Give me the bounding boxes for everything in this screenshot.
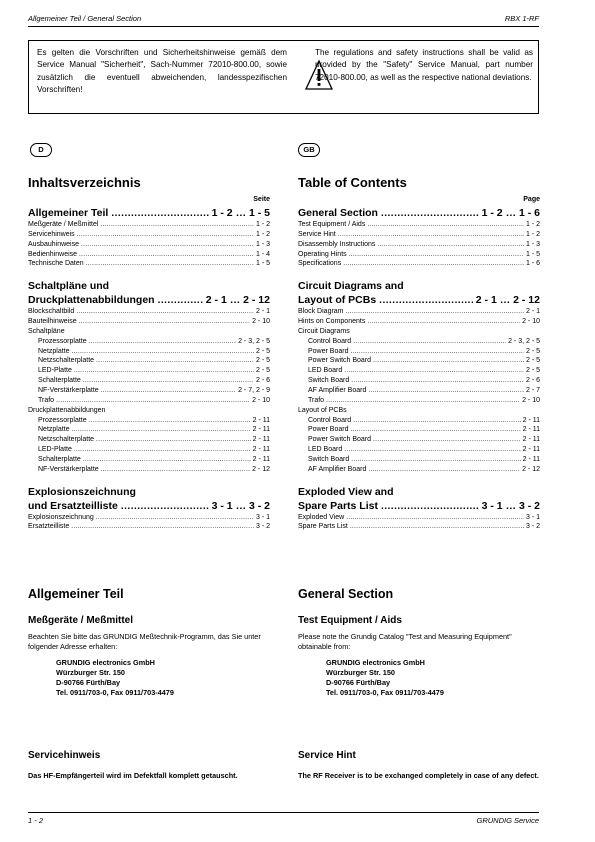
toc-entry: Service Hint ..... 1 - 2: [298, 230, 540, 240]
toc-entry: NF-Verstärkerplatte ..... 2 - 12: [28, 465, 270, 475]
section-heading: und Ersatzteilliste ..... 3 - 1 … 3 - 2: [28, 500, 270, 512]
subsection-title: Test Equipment / Aids: [298, 615, 402, 626]
toc-entry: Power Board ..... 2 - 5: [298, 347, 540, 357]
toc-entry: Meßgeräte / Meßmittel ..... 1 - 2: [28, 220, 270, 230]
toc-entry: Specifications ..... 1 - 6: [298, 259, 540, 269]
toc-entry: AF Amplifier Board ..... 2 - 12: [298, 465, 540, 475]
body-text: Das HF-Empfängerteil wird im Defektfall komplett getauscht.: [28, 771, 238, 780]
toc-entry: Netzschalterplatte ..... 2 - 11: [28, 435, 270, 445]
toc-entry: Schaltpläne: [28, 327, 65, 335]
toc-entry: Netzplatte ..... 2 - 11: [28, 425, 270, 435]
toc-entry: Power Board ..... 2 - 11: [298, 425, 540, 435]
warning-text-en: The regulations and safety instructions shall be valid as provided by the "Safety" Service Manual, part number 72010-800.00, as well as the respective national deviations.: [315, 48, 533, 82]
address-block: GRUNDIG electronics GmbH Würzburger Str. 150 D-90766 Fürth/Bay Tel. 0911/703-0, Fax 0911/703-4479: [56, 658, 174, 697]
safety-warning-box: [28, 40, 539, 114]
general-section-gb: [298, 587, 540, 698]
body-text: Please note the Grundig Catalog "Test and Measuring Equipment" obtainable from:: [298, 632, 512, 651]
toc-list: [298, 220, 540, 269]
toc-entry: LED Board ..... 2 - 5: [298, 366, 540, 376]
toc-entry: Blockschaltbild ..... 2 - 1: [28, 307, 270, 317]
toc-entry: Operating Hints ..... 1 - 5: [298, 250, 540, 260]
section-title: Allgemeiner Teil: [28, 587, 124, 601]
service-hint-gb: [298, 750, 540, 781]
toc-entry: Block Diagram ..... 2 - 1: [298, 307, 540, 317]
toc-entry: Control Board ..... 2 - 11: [298, 416, 540, 426]
toc-entry: Circuit Diagrams: [298, 327, 350, 335]
toc-entry: Switch Board ..... 2 - 6: [298, 376, 540, 386]
toc-entry: Prozessorplatte ..... 2 - 3, 2 - 5: [28, 337, 270, 347]
toc-entry: LED-Platte ..... 2 - 11: [28, 445, 270, 455]
toc-entry: Schalterplatte ..... 2 - 6: [28, 376, 270, 386]
section-heading-line1: Schaltpläne und: [28, 280, 110, 293]
toc-entry: Control Board ..... 2 - 3, 2 - 5: [298, 337, 540, 347]
toc-entry: Bedienhinweise ..... 1 - 4: [28, 250, 270, 260]
footer-right: GRUNDIG Service: [476, 816, 539, 825]
toc-entry: LED-Platte ..... 2 - 5: [28, 366, 270, 376]
section-title: General Section: [298, 587, 394, 601]
section-heading-line1: Exploded View and: [298, 485, 394, 498]
toc-entry: Servicehinweis ..... 1 - 2: [28, 230, 270, 240]
toc-entry: Hints on Components ..... 2 - 10: [298, 317, 540, 327]
toc-entry: Prozessorplatte ..... 2 - 11: [28, 416, 270, 426]
toc-list: [28, 307, 270, 474]
toc-entry: Spare Parts List ..... 3 - 2: [298, 522, 540, 532]
header-left: Allgemeiner Teil / General Section: [28, 14, 142, 23]
body-text: The RF Receiver is to be exchanged completely in case of any defect.: [298, 771, 539, 780]
general-section-de: [28, 587, 270, 698]
toc-entry: Power Switch Board ..... 2 - 5: [298, 356, 540, 366]
language-badge-gb: GB: [298, 143, 320, 157]
header-right: RBX 1-RF: [504, 14, 539, 23]
toc-entry: NF-Verstärkerplatte ..... 2 - 7, 2 - 9: [28, 386, 270, 396]
subsection-title: Servicehinweis: [28, 750, 101, 761]
section-heading: Spare Parts List ..... 3 - 1 … 3 - 2: [298, 500, 540, 512]
body-text: Beachten Sie bitte das GRUNDIG Meßtechnik-Programm, das Sie unter folgender Adresse erhalten:: [28, 632, 261, 651]
toc-entry: Ersatzteilliste ..... 3 - 2: [28, 522, 270, 532]
toc-list: [298, 307, 540, 474]
language-badge-de: D: [30, 143, 52, 157]
toc-entry: Test Equipment / Aids ..... 1 - 2: [298, 220, 540, 230]
toc-gb: [298, 175, 540, 532]
toc-entry: Ausbauhinweise ..... 1 - 3: [28, 240, 270, 250]
toc-entry: LED Board ..... 2 - 11: [298, 445, 540, 455]
section-heading: Druckplattenabbildungen ..... 2 - 1 … 2 - 12: [28, 294, 270, 306]
section-heading: Layout of PCBs ..... 2 - 1 … 2 - 12: [298, 294, 540, 306]
toc-entry: Explosionszeichnung ..... 3 - 1: [28, 513, 270, 523]
subsection-title: Meßgeräte / Meßmittel: [28, 615, 134, 626]
toc-entry: Exploded View ..... 3 - 1: [298, 513, 540, 523]
subsection-title: Service Hint: [298, 750, 356, 761]
toc-entry: Disassembly Instructions ..... 1 - 3: [298, 240, 540, 250]
toc-entry: Bauteilhinweise ..... 2 - 10: [28, 317, 270, 327]
toc-entry: Trafo ..... 2 - 10: [298, 396, 540, 406]
page-column-label: Page: [523, 196, 540, 203]
warning-text-de: Es gelten die Vorschriften und Sicherheitshinweise gemäß dem Service Manual "Sicherheit", Sach-Nummer 72010-800.00, sowie zusätzlich die eventuell abweichenden, landesspezifischen Vorschriften!: [37, 48, 287, 95]
service-hint-de: [28, 750, 270, 781]
toc-entry: Power Switch Board ..... 2 - 11: [298, 435, 540, 445]
toc-entry: Trafo ..... 2 - 10: [28, 396, 270, 406]
toc-title: Table of Contents: [298, 175, 407, 190]
toc-de: [28, 175, 270, 532]
toc-title: Inhaltsverzeichnis: [28, 175, 141, 190]
toc-list: [28, 220, 270, 269]
footer-left: 1 - 2: [28, 816, 44, 825]
toc-list: [28, 513, 270, 533]
section-heading-line1: Circuit Diagrams and: [298, 280, 404, 293]
header-rule: [28, 26, 539, 27]
page-column-label: Seite: [253, 196, 270, 203]
toc-entry: Technische Daten ..... 1 - 5: [28, 259, 270, 269]
section-heading-line1: Explosionszeichnung: [28, 485, 136, 498]
toc-entry: Schalterplatte ..... 2 - 11: [28, 455, 270, 465]
toc-entry: AF Amplifier Board ..... 2 - 7: [298, 386, 540, 396]
toc-list: [298, 513, 540, 533]
toc-entry: Layout of PCBs: [298, 406, 347, 414]
toc-entry: Druckplattenabbildungen: [28, 406, 106, 414]
footer-rule: [28, 812, 539, 813]
section-heading: General Section ..... 1 - 2 … 1 - 6: [298, 207, 540, 219]
toc-entry: Netzschalterplatte ..... 2 - 5: [28, 356, 270, 366]
section-heading: Allgemeiner Teil ..... 1 - 2 … 1 - 5: [28, 207, 270, 219]
toc-entry: Netzplatte ..... 2 - 5: [28, 347, 270, 357]
toc-entry: Switch Board ..... 2 - 11: [298, 455, 540, 465]
address-block: GRUNDIG electronics GmbH Würzburger Str. 150 D-90766 Fürth/Bay Tel. 0911/703-0, Fax 0911/703-4479: [326, 658, 444, 697]
